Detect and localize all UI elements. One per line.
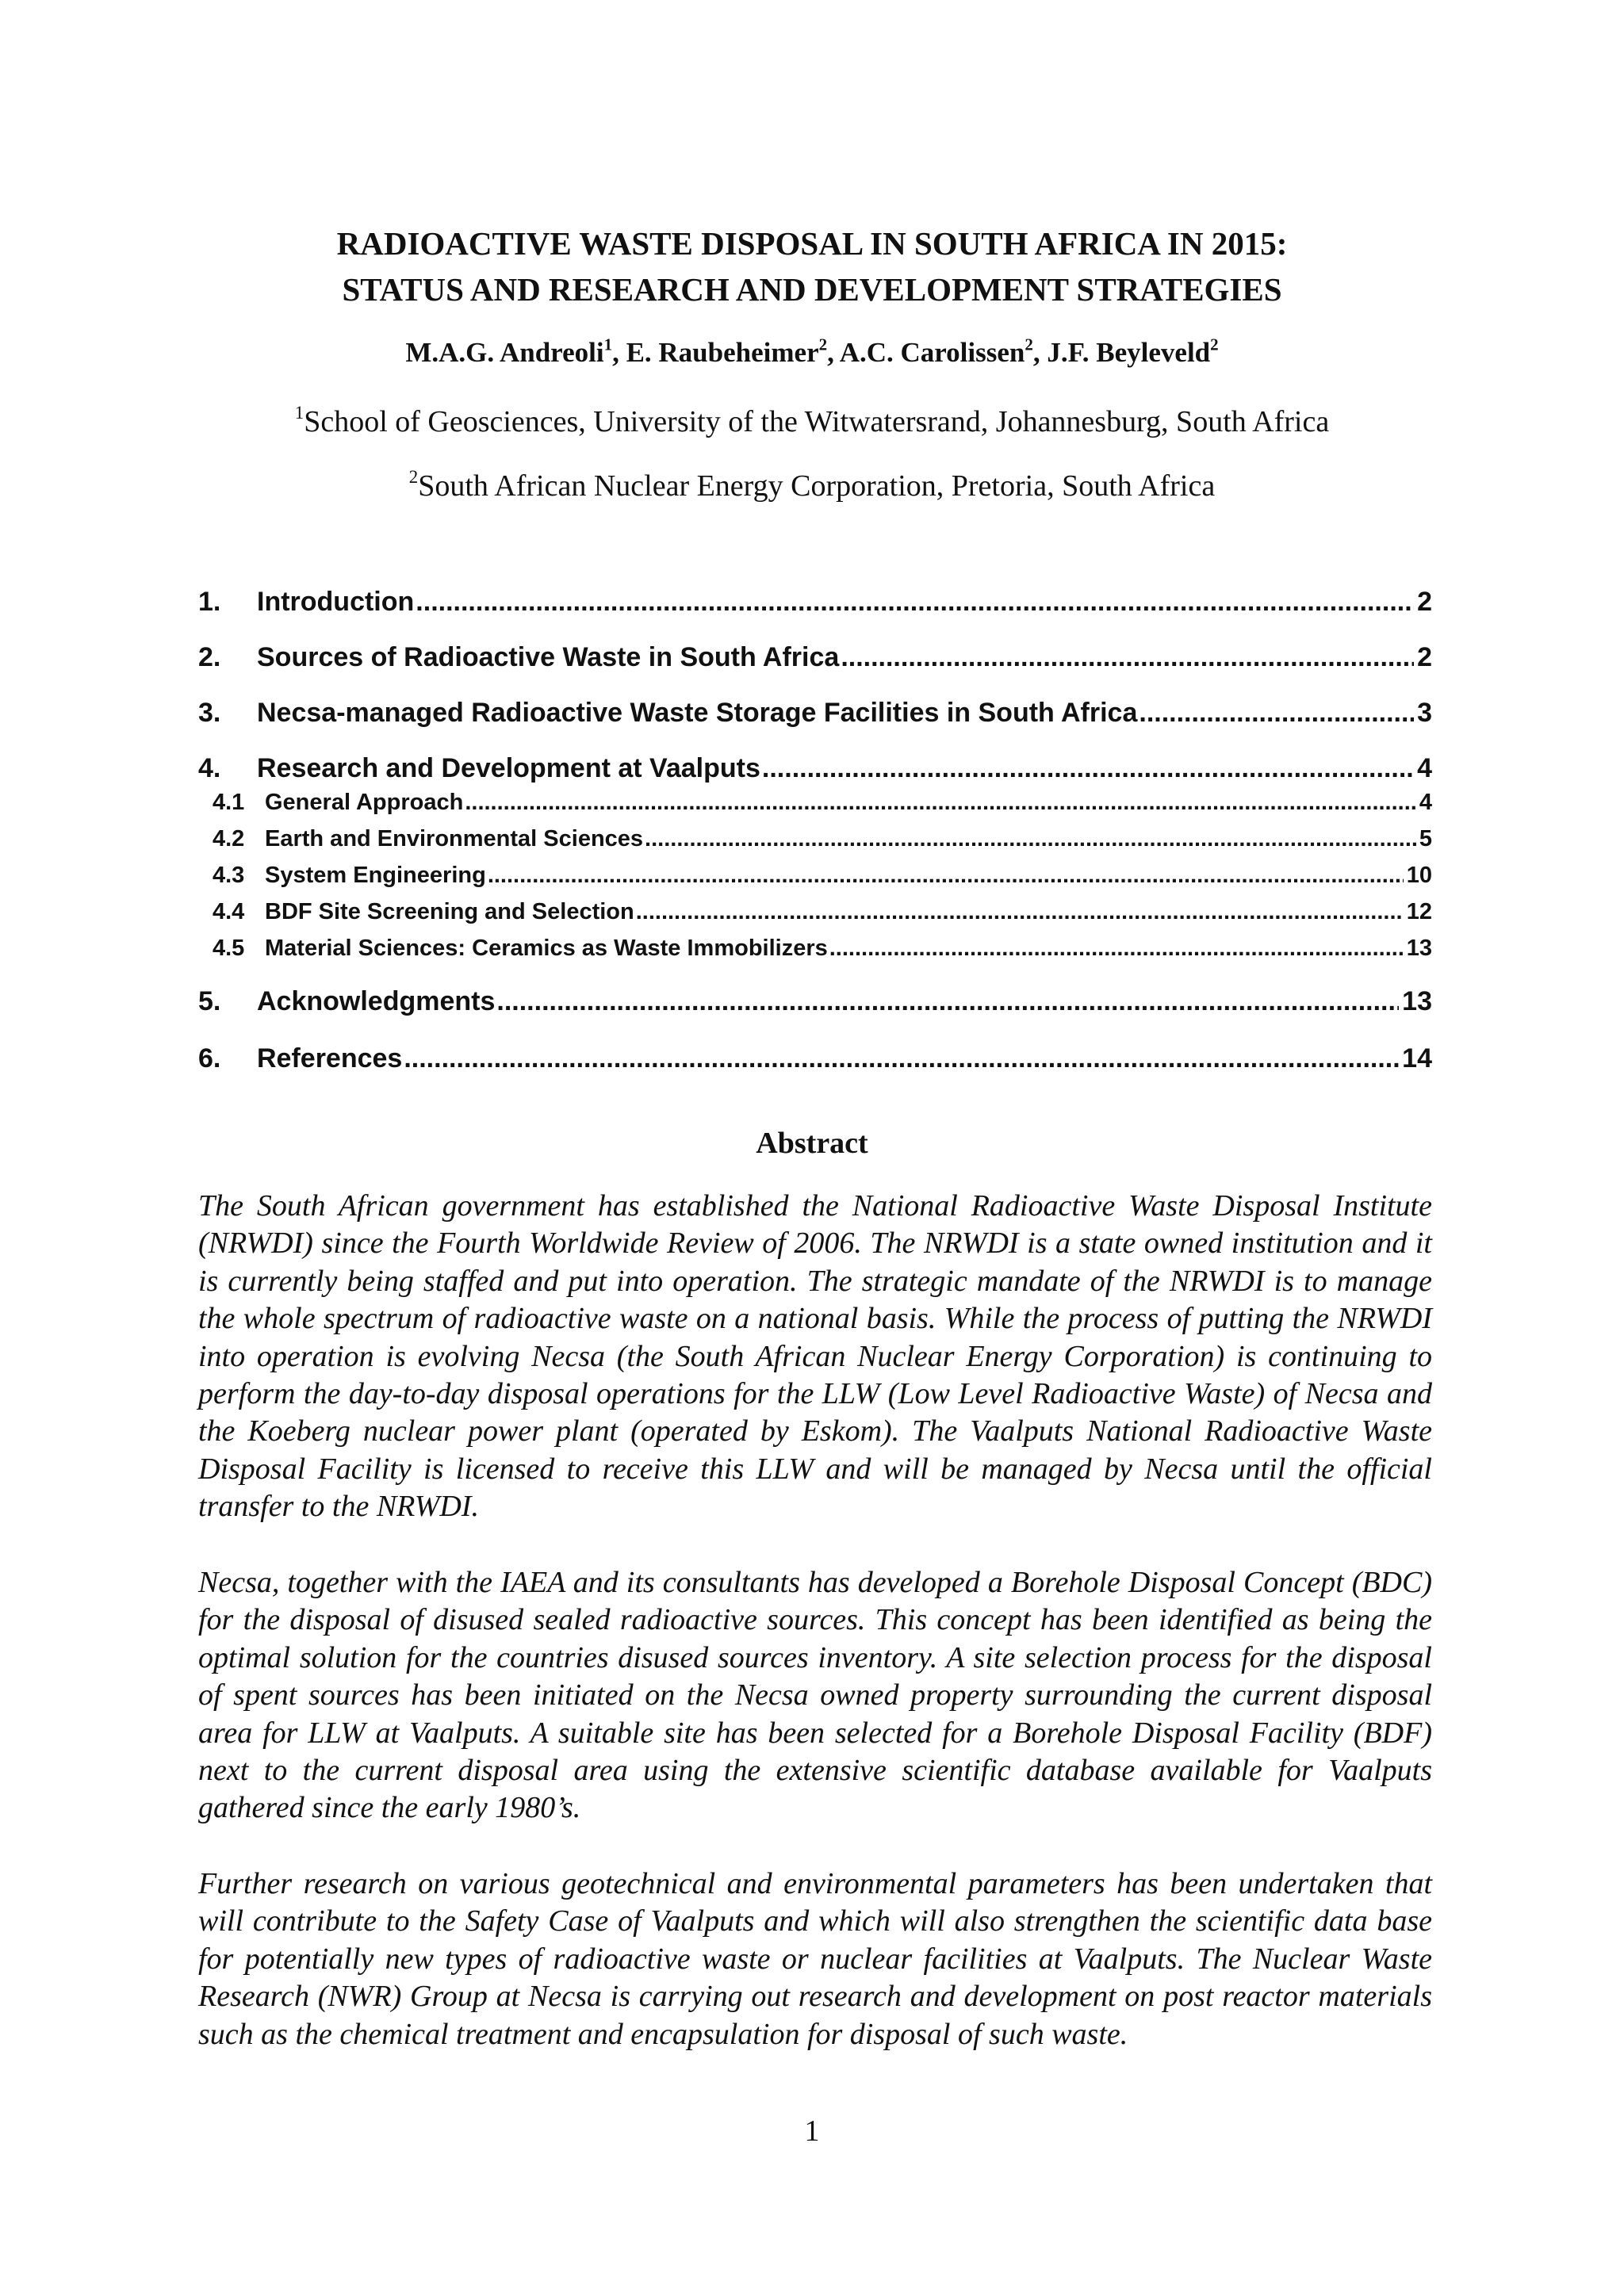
toc-leader-dots xyxy=(829,936,1404,962)
author: A.C. Carolissen$^2$, xyxy=(839,335,1048,368)
toc-leader-dots xyxy=(465,790,1416,816)
toc-leader-dots xyxy=(762,753,1414,784)
author: J.F. Beyleveld$^2$ xyxy=(1047,335,1219,368)
abstract-heading: Abstract xyxy=(756,1127,868,1160)
toc-leader-dots xyxy=(645,826,1416,852)
toc-entry-general-approach[interactable]: 4.1 General Approach ..... 4 xyxy=(198,790,1432,820)
toc-leader-dots xyxy=(496,986,1399,1017)
toc-entry-earth-sciences[interactable]: 4.2 Earth and Environmental Sciences ..... 5 xyxy=(198,826,1432,856)
author: M.A.G. Andreoli$^1$, xyxy=(405,335,626,368)
abstract-paragraph-2: Necsa, together with the IAEA and its consultants has developed a Borehole Disposal Concept (BDC) for the disposal of disused sealed radioactive sources. This concept has been identified as being the optimal solution for the countries disused sources inventory. A site selection process for the disposal of spent sources has been initiated on the Necsa owned property surrounding the current disposal area for LLW at Vaalputs. A suitable site has been selected for a Borehole Disposal Facility (BDF) next to the current disposal area using the extensive scientific database available for Vaalputs gathered since the early 1980’s. xyxy=(198,1566,1432,1825)
toc-entry-sources[interactable]: 2. Sources of Radioactive Waste in South Africa ..... 2 xyxy=(198,642,1432,677)
toc-leader-dots xyxy=(488,863,1404,889)
toc-leader-dots xyxy=(404,1043,1399,1074)
affiliation-marker: 1 xyxy=(603,335,613,354)
toc-leader-dots xyxy=(416,587,1414,618)
affiliation-1: $^1$School of Geosciences, University of the Witwatersrand, Johannesburg, South Africa xyxy=(294,403,1330,438)
toc-leader-dots xyxy=(1139,698,1414,729)
affiliation-marker: 2 xyxy=(818,335,828,354)
toc-entry-bdf-site-screening[interactable]: 4.4 BDF Site Screening and Selection ..... 12 xyxy=(198,899,1432,929)
toc-entry-acknowledgments[interactable]: 5. Acknowledgments ..... 13 xyxy=(198,986,1432,1021)
toc-entry-system-engineering[interactable]: 4.3 System Engineering ..... 10 xyxy=(198,863,1432,893)
abstract-paragraph-3: Further research on various geotechnical and environmental parameters has been undertaken that will contribute to the Safety Case of Vaalputs and which will also strengthen the scientific data base for potentially new types of radioactive waste or nuclear facilities at Vaalputs. The Nuclear Waste Research (NWR) Group at Necsa is carrying out research and development on post reactor materials such as the chemical treatment and encapsulation for disposal of such waste. xyxy=(198,1867,1432,2051)
affiliation-marker: 2 xyxy=(1210,335,1219,354)
page-number: 1 xyxy=(804,2114,820,2148)
author-list xyxy=(0,333,1624,373)
paper-title-line-1: RADIOACTIVE WASTE DISPOSAL IN SOUTH AFRICA IN 2015: xyxy=(336,225,1288,262)
toc-leader-dots xyxy=(841,642,1414,673)
abstract-paragraph-1: The South African government has established the National Radioactive Waste Disposal Institute (NRWDI) since the Fourth Worldwide Review of 2006. The NRWDI is a state owned institution and it is currently being staffed and put into operation. The strategic mandate of the NRWDI is to manage the whole spectrum of radioactive waste on a national basis. While the process of putting the NRWDI into operation is evolving Necsa (the South African Nuclear Energy Corporation) is continuing to perform the day-to-day disposal operations for the LLW (Low Level Radioactive Waste) of Necsa and the Koeberg nuclear power plant (operated by Eskom). The Vaalputs National Radioactive Waste Disposal Facility is licensed to receive this LLW and will be managed by Necsa until the official transfer to the NRWDI. xyxy=(198,1189,1432,1524)
toc-entry-research-development[interactable]: 4. Research and Development at Vaalputs ..... 4 xyxy=(198,753,1432,788)
paper-title-line-2: STATUS AND RESEARCH AND DEVELOPMENT STRATEGIES xyxy=(342,271,1282,308)
affiliation-marker: 2 xyxy=(1025,335,1033,354)
toc-entry-material-sciences[interactable]: 4.5 Material Sciences: Ceramics as Waste Immobilizers ..... 13 xyxy=(198,936,1432,966)
toc-entry-references[interactable]: 6. References ..... 14 xyxy=(198,1043,1432,1078)
toc-entry-storage-facilities[interactable]: 3. Necsa-managed Radioactive Waste Storage Facilities in South Africa ..... 3 xyxy=(198,698,1432,733)
affiliation-2: $^2$South African Nuclear Energy Corporation, Pretoria, South Africa xyxy=(408,467,1216,503)
author: E. Raubeheimer$^2$, xyxy=(626,335,840,368)
toc-leader-dots xyxy=(636,899,1404,925)
toc-entry-introduction[interactable]: 1. Introduction ..... 2 xyxy=(198,587,1432,622)
paper-title xyxy=(0,220,1624,312)
